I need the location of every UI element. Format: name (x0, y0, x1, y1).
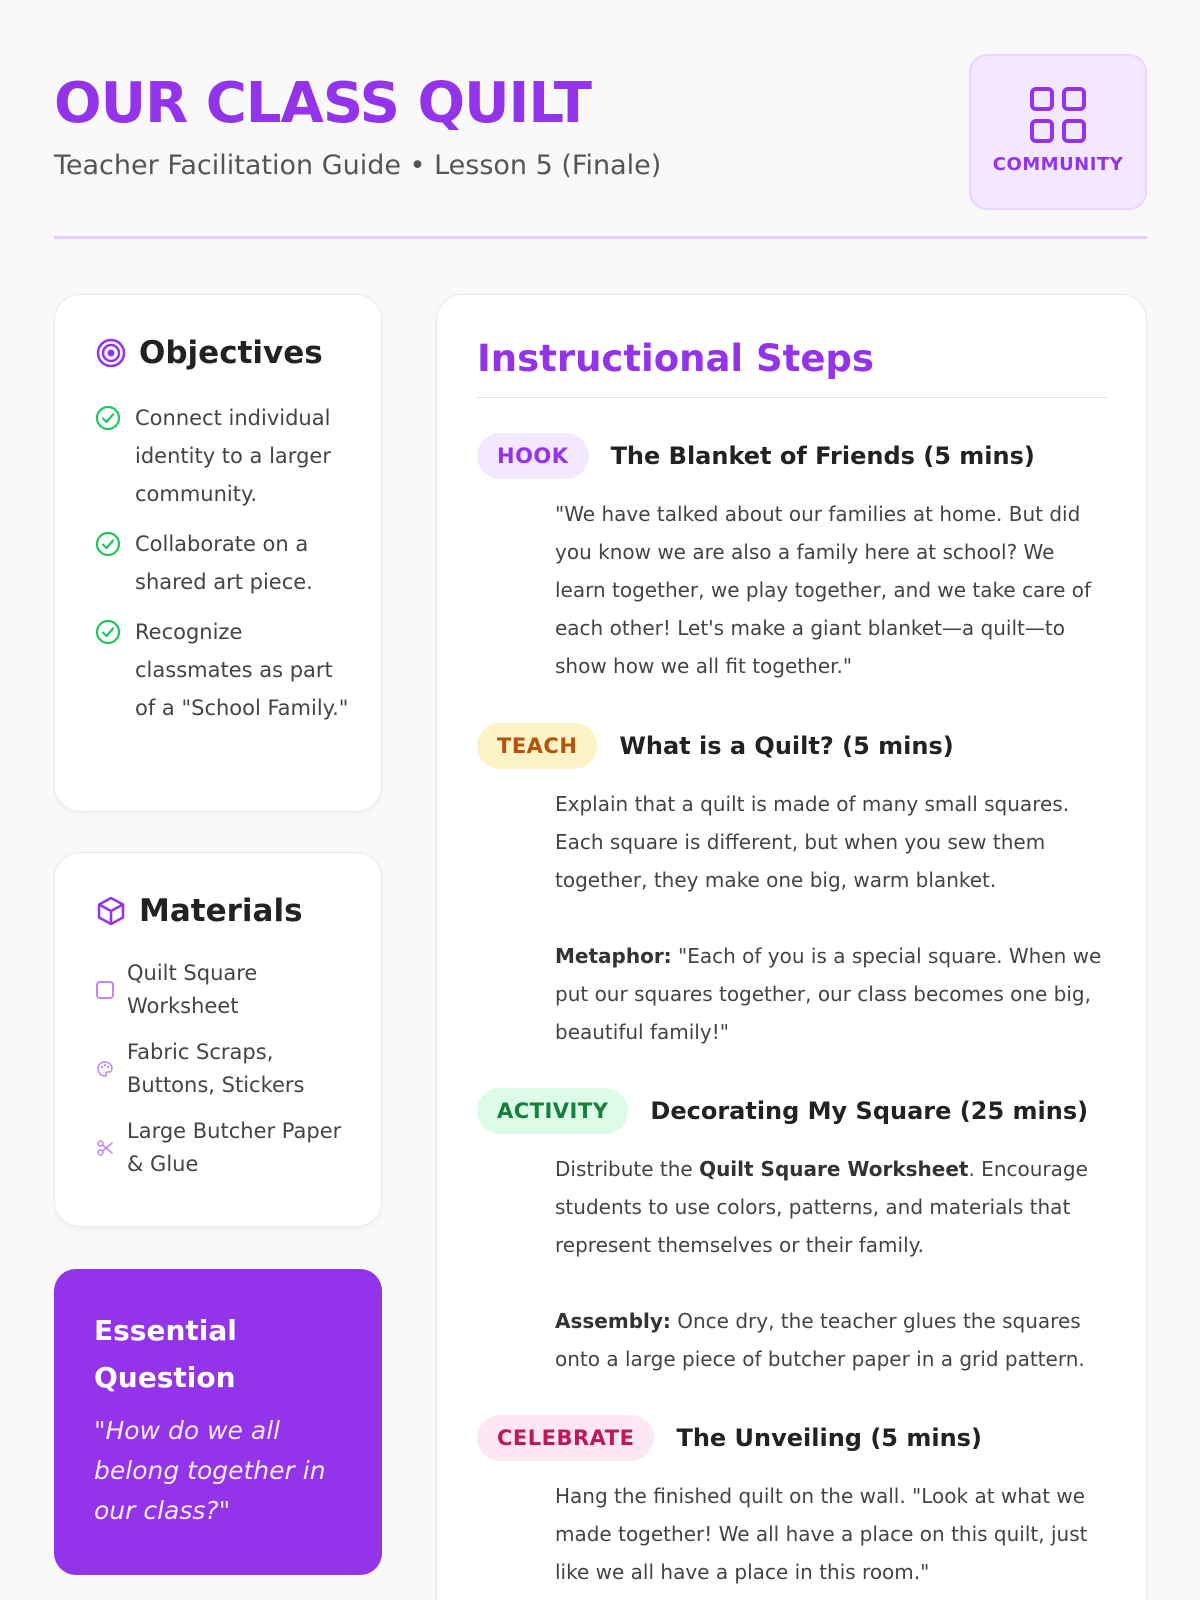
check-circle-icon (95, 619, 121, 645)
step-body (555, 495, 1107, 685)
material-text: Quilt Square Worksheet (127, 961, 258, 1018)
objectives-card (54, 294, 382, 812)
essential-question-title: Essential Question (94, 1314, 237, 1394)
step-extra (555, 1302, 1107, 1378)
page-subtitle: Teacher Facilitation Guide • Lesson 5 (Finale) (54, 150, 662, 181)
step-text: Hang the finished quilt on the wall. "Look at what we made together! We all have a place on this quilt, just like we all have a place in this room." (555, 1484, 1088, 1584)
materials-list (95, 957, 355, 1194)
step-title: The Unveiling (5 mins) (676, 1424, 982, 1452)
community-badge (969, 54, 1147, 210)
step-hook (477, 433, 1107, 685)
objective-text: Collaborate on a shared art piece. (135, 532, 313, 594)
step-extra-label: Assembly: (555, 1309, 671, 1333)
steps-heading: Instructional Steps (477, 335, 1107, 398)
material-item (95, 957, 355, 1023)
material-text: Large Butcher Paper & Glue (127, 1119, 342, 1176)
step-text: "We have talked about our families at home. But did you know we are also a family here at school? We learn together, we play together, and we take care of each other! Let's make a giant blanket—a quilt—to show how we all fit together." (555, 502, 1092, 678)
check-circle-icon (95, 405, 121, 431)
material-item (95, 1036, 355, 1102)
step-teach (477, 723, 1107, 1051)
step-extra-label: Metaphor: (555, 944, 672, 968)
essential-question-card (54, 1269, 382, 1575)
grid-icon (1029, 86, 1087, 144)
material-item (95, 1115, 355, 1181)
essential-question-quote: "How do we all belong together in our class?" (94, 1416, 326, 1525)
page-title: OUR CLASS QUILT (54, 71, 591, 136)
step-body (555, 1477, 1107, 1591)
materials-card (54, 852, 382, 1227)
target-icon (95, 337, 127, 369)
box-icon (95, 895, 127, 927)
materials-heading: Materials (139, 893, 303, 929)
materials-header (95, 891, 303, 931)
step-tag: CELEBRATE (477, 1415, 654, 1461)
palette-icon (95, 1060, 115, 1078)
objective-item (95, 613, 355, 727)
step-tag: HOOK (477, 433, 589, 479)
objective-text: Recognize classmates as part of a "School Family." (135, 620, 349, 720)
step-text (555, 1150, 1107, 1264)
step-extra (555, 937, 1107, 1051)
objective-item (95, 525, 355, 601)
objectives-header (95, 333, 323, 373)
step-title: Decorating My Square (25 mins) (650, 1097, 1089, 1125)
objectives-list (95, 399, 355, 739)
step-extra-text: Once dry, the teacher glues the squares onto a large piece of butcher paper in a grid pattern. (555, 1309, 1085, 1371)
step-body (555, 785, 1107, 1051)
check-circle-icon (95, 531, 121, 557)
step-text-post: . Encourage students to use colors, patterns, and materials that represent themselves or their family. (555, 1157, 1088, 1257)
step-title: What is a Quilt? (5 mins) (619, 732, 954, 760)
objectives-heading: Objectives (139, 335, 323, 371)
objective-item (95, 399, 355, 513)
step-extra-text: "Each of you is a special square. When we put our squares together, our class becomes one big, beautiful family!" (555, 944, 1102, 1044)
step-tag: TEACH (477, 723, 597, 769)
step-tag: ACTIVITY (477, 1088, 628, 1134)
step-body (555, 1150, 1107, 1378)
scissors-icon (95, 1139, 115, 1157)
step-text-bold: Quilt Square Worksheet (699, 1157, 969, 1181)
step-title: The Blanket of Friends (5 mins) (610, 442, 1035, 470)
step-celebrate (477, 1415, 1107, 1591)
square-icon (95, 980, 115, 1000)
page-header (54, 54, 1147, 239)
step-text-pre: Distribute the (555, 1157, 700, 1181)
material-text: Fabric Scraps, Buttons, Stickers (127, 1040, 305, 1097)
objective-text: Connect individual identity to a larger community. (135, 406, 331, 506)
step-activity (477, 1088, 1107, 1378)
badge-label: COMMUNITY (992, 154, 1124, 175)
step-text: Explain that a quilt is made of many small squares. Each square is different, but when you sew them together, they make one big, warm blanket. (555, 792, 1070, 892)
instructional-steps-card (436, 294, 1147, 1600)
